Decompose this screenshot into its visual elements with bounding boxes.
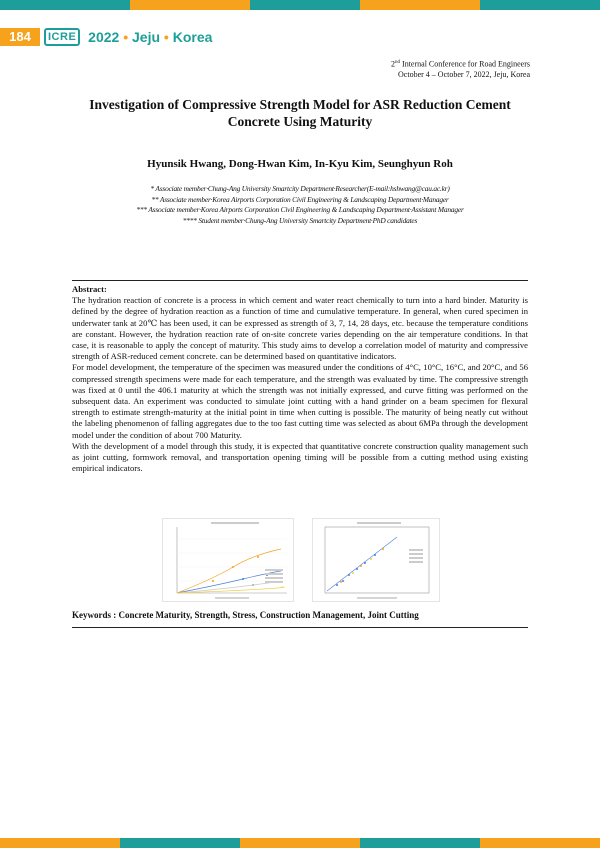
conference-ordinal-suffix: nd [395,60,401,65]
divider-top [72,280,528,281]
paper-authors: Hyunsik Hwang, Dong-Hwan Kim, In-Kyu Kim, Seunghyun Roh [147,158,453,170]
paper-title: Investigation of Compressive Strength Model for ASR Reduction Cement Concrete Using Maturity [89,97,511,129]
affiliation-line: ** Associate member·Korea Airports Corporation Civil Engineering & Landscaping Department·Manager [151,194,449,204]
brand-city: Jeju [132,29,161,45]
divider-bottom [72,627,528,628]
figures-row [162,518,438,600]
abstract-label: Abstract: [72,284,107,294]
page-header [0,24,600,50]
top-decorative-bar [0,0,600,10]
brand-country: Korea [172,29,213,45]
bullet-icon: • [163,29,173,45]
page-number: 184 [0,28,40,46]
abstract-paragraph: For model development, the temperature of the specimen was measured under the conditions of 4°C, 10°C, 16°C, and 20°C, and 56 compressed strength specimens were made for each temperature, and the strength was evaluated by time. The compressive strength was fixed at 0 until the 406.1 maturity at which the strength was not initially expressed, and curve fitting was performed on the subsequent data. An experiment was conducted to simulate joint cutting with a hand grinder on a beam specimen for flexural strength to estimate strength-maturity at the initial point in time when cutting is possible. The maturity of being neatly cut without the labeling phenomenon of falling aggregates due to the too fast cutting time was selected as about 6MPa through the development model under the condition of about 700 Maturity. [72,362,528,440]
abstract-paragraph: With the development of a model through this study, it is expected that quantitative concrete construction quality management such as joint cutting, formwork removal, and transportation opening timing will be possible from a cutting method using existing empirical indicators. [72,440,528,474]
abstract-paragraph: The hydration reaction of concrete is a process in which cement and water react chemically to turn into a hard binder. Maturity is defined by the degree of hydration reaction as a function of time and cumulative temperature. In general, when cured specimen in underwater tank at 20℃ has been used, it can be expressed as strength of 3, 7, 14, 28 days, etc. because the temperature conditions are constant. However, the hydration reaction rate of on-site concrete varies depending on the air temperature conditions. In that case, it is reasonable to apply the concept of maturity. This study aims to develop a correlation model of maturity and compressive strength of ASR-reduced cement concrete. can be determined based on quantitative indicators. [72,295,528,362]
conference-info [391,58,530,80]
maturity-strength-figure [312,518,440,602]
bullet-icon: • [123,29,133,45]
author-affiliations [70,184,530,226]
abstract-body [72,284,528,474]
conference-brand [44,25,212,49]
conference-dates: October 4 – October 7, 2022, Jeju, Korea [398,69,530,79]
paper-keywords: Keywords : Concrete Maturity, Strength, Stress, Construction Management, Joint Cutting [72,610,419,620]
bottom-decorative-bar [0,838,600,848]
affiliation-line: **** Student member·Chung-Ang University Smartcity Department·PhD candidates [182,215,418,225]
affiliation-line: *** Associate member·Korea Airports Corporation Civil Engineering & Landscaping Department·Assistant Manager [136,205,464,214]
conference-name: Internal Conference for Road Engineers [400,59,530,69]
icre-logo: ICRE [44,28,80,46]
strength-development-figure [162,518,294,602]
brand-year: 2022 [88,29,120,45]
affiliation-line: * Associate member·Chung-Ang University Smartcity Department·Researcher(E-mail:hshwang@cau.ac.kr) [150,184,450,193]
conference-ordinal: 2 [391,59,396,69]
